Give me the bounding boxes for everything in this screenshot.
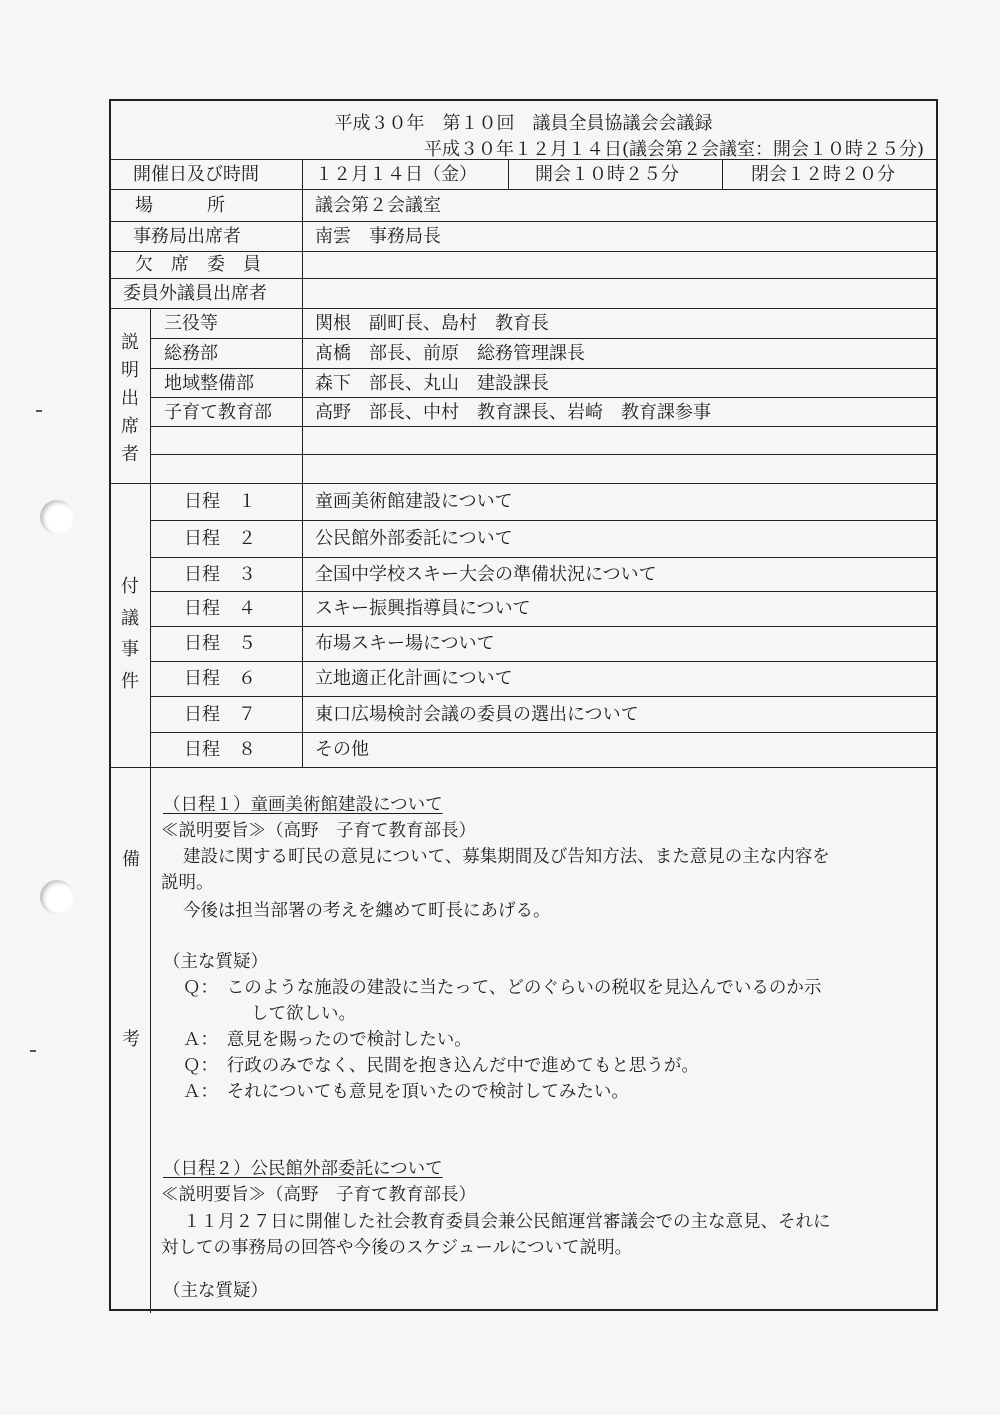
explainers-label: 説 明 出 席 者 [121,332,139,465]
agenda-title: その他 [315,739,369,760]
section-1-paragraph: 建設に関する町民の意見について、募集期間及び告知方法、また意見の主な内容を [183,847,830,867]
agenda-title: 全国中学校スキー大会の準備状況について [315,564,657,585]
date-label: 開催日及び時間 [133,164,259,185]
explainer-names: 髙橋 部長、前原 総務管理課長 [315,343,585,364]
section-1-paragraph: 説明。 [161,873,214,893]
open-time: 開会１０時２５分 [535,164,679,185]
section-1-qa-label: （主な質疑） [163,952,268,972]
close-time: 閉会１２時２０分 [751,164,895,185]
explainer-names: 高野 部長、中村 教育課長、岩崎 教育課参事 [315,402,711,423]
meeting-date: １２月１４日（金） [315,164,477,185]
agenda-title: スキー振興指導員について [315,598,531,619]
scan-mark [36,410,42,412]
section-1-summary-label: ≪説明要旨≫（高野 子育て教育部長） [161,821,476,841]
remarks-label-bottom: 考 [122,1029,140,1050]
minutes-table [109,99,938,1311]
secretariat-attendee: 南雲 事務局長 [315,226,441,247]
explainer-names: 関根 副町長、島村 教育長 [315,313,549,334]
scan-mark [30,1050,36,1052]
section-2-qa-label: （主な質疑） [163,1281,268,1301]
punch-hole-bottom [40,880,74,914]
agenda-number: 日程 ４ [184,598,256,619]
agenda-title: 童画美術館建設について [315,491,513,512]
section-2-paragraph: １１月２７日に開催した社会教育委員会兼公民館運営審議会での主な意見、それに [183,1212,831,1232]
explainer-dept: 子育て教育部 [164,402,272,423]
agenda-title: 東口広場検討会議の委員の選出について [315,704,639,725]
explainer-dept: 三役等 [164,313,218,334]
agenda-number: 日程 ２ [184,528,256,549]
agenda-number: 日程 ３ [184,564,256,585]
explainer-names: 森下 部長、丸山 建設課長 [315,373,549,394]
secretariat-label: 事務局出席者 [133,226,241,247]
agenda-title: 立地適正化計画について [315,668,513,689]
non-member-label: 委員外議員出席者 [123,283,267,304]
question: Ｑ： このような施設の建設に当たって、どのぐらいの税収を見込んでいるのか示 [183,978,822,998]
section-2-heading: （日程２）公民館外部委託について [163,1159,443,1179]
agenda-title: 布場スキー場について [315,633,495,654]
absent-label: 欠 席 委 員 [135,254,261,275]
section-2-paragraph: 対しての事務局の回答や今後のスケジュールについて説明。 [161,1238,633,1258]
meeting-place: 議会第２会議室 [315,195,441,216]
agenda-title: 公民館外部委託について [315,528,513,549]
document-title: 平成３０年 第１０回 議員全員協議会会議録 [334,113,713,134]
document-subtitle: 平成３０年１２月１４日(議会第２会議室：開会１０時２５分) [423,139,924,160]
punch-hole-top [40,500,74,534]
explainer-dept: 総務部 [164,343,218,364]
agenda-number: 日程 ５ [184,633,256,654]
answer: Ａ： それについても意見を頂いたので検討してみたい。 [183,1082,629,1102]
remarks-label-top: 備 [122,849,140,870]
section-2-summary-label: ≪説明要旨≫（高野 子育て教育部長） [161,1185,476,1205]
question: して欲しい。 [251,1004,356,1024]
agenda-number: 日程 ８ [184,739,256,760]
agenda-number: 日程 ７ [184,704,256,725]
explainer-dept: 地域整備部 [164,373,254,394]
section-1-paragraph: 今後は担当部署の考えを纏めて町長にあげる。 [183,901,551,921]
agenda-number: 日程 ６ [184,668,256,689]
place-label: 場 所 [135,195,225,216]
agenda-number: 日程 １ [184,491,256,512]
answer: Ａ： 意見を賜ったので検討したい。 [183,1030,472,1050]
section-1-heading: （日程１）童画美術館建設について [163,795,443,815]
question: Ｑ： 行政のみでなく、民間を抱き込んだ中で進めてもと思うが。 [183,1056,699,1076]
agenda-label: 付 議 事 件 [121,576,139,692]
